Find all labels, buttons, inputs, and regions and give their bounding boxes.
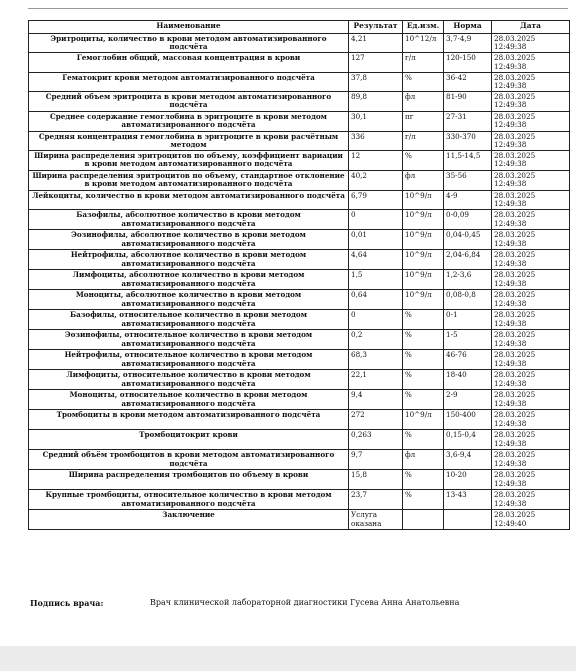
cell-result: 4,64: [349, 250, 403, 270]
cell-name: Ширина распределения эритроцитов по объему, коэффициент вариации в крови методом автоматизированного подсчёта: [29, 151, 349, 171]
cell-name: Лимфоциты, относительное количество в крови методом автоматизированного подсчёта: [29, 370, 349, 390]
cell-date: 28.03.2025 12:49:38: [492, 270, 570, 290]
cell-date: 28.03.2025 12:49:38: [492, 53, 570, 72]
cell-result: 0,01: [349, 230, 403, 250]
cell-name: Тромбоциты в крови методом автоматизированного подсчёта: [29, 410, 349, 430]
header-norm: Норма: [444, 21, 492, 34]
cell-date: 28.03.2025 12:49:38: [492, 310, 570, 330]
page-header-strip: [28, 0, 568, 9]
table-row: [29, 131, 570, 150]
cell-name: Заключение: [29, 510, 349, 530]
cell-unit: 10^9/л: [403, 410, 444, 430]
cell-result: 0: [349, 210, 403, 230]
cell-result: Услуга оказана: [349, 510, 403, 530]
cell-result: 0,2: [349, 330, 403, 350]
cell-unit: 10^9/л: [403, 290, 444, 310]
cell-unit: %: [403, 390, 444, 410]
cell-result: 89,8: [349, 92, 403, 111]
table-row: [29, 34, 570, 53]
cell-result: 30,1: [349, 111, 403, 131]
cell-date: 28.03.2025 12:49:38: [492, 450, 570, 470]
cell-unit: 10^12/л: [403, 34, 444, 53]
cell-date: 28.03.2025 12:49:38: [492, 370, 570, 390]
cell-name: Моноциты, абсолютное количество в крови методом автоматизированного подсчёта: [29, 290, 349, 310]
cell-result: 9,4: [349, 390, 403, 410]
table-row: [29, 310, 570, 330]
doctor-name: Врач клинической лабораторной диагностики Гусева Анна Анатольевна: [150, 598, 460, 607]
header-unit: Ед.изм.: [403, 21, 444, 34]
table-row: [29, 72, 570, 91]
cell-norm: 0,08-0,8: [444, 290, 492, 310]
cell-name: Средняя концентрация гемоглобина в эритроците в крови расчётным методом: [29, 131, 349, 150]
cell-name: Эритроциты, количество в крови методом автоматизированного подсчёта: [29, 34, 349, 53]
cell-date: 28.03.2025 12:49:40: [492, 510, 570, 530]
cell-result: 0,263: [349, 430, 403, 450]
cell-name: Крупные тромбоциты, относительное количество в крови методом автоматизированного подсчёта: [29, 490, 349, 510]
cell-result: 1,5: [349, 270, 403, 290]
cell-unit: %: [403, 310, 444, 330]
table-row: [29, 53, 570, 72]
cell-unit: фл: [403, 450, 444, 470]
signature-block: [30, 598, 570, 612]
signature-label: Подпись врача:: [30, 598, 104, 608]
cell-name: Средний объём тромбоцитов в крови методом автоматизированного подсчёта: [29, 450, 349, 470]
cell-result: 127: [349, 53, 403, 72]
table-row: [29, 290, 570, 310]
cell-unit: 10^9/л: [403, 270, 444, 290]
cell-norm: 2,04-6,84: [444, 250, 492, 270]
cell-norm: 0-0,09: [444, 210, 492, 230]
cell-norm: 18-40: [444, 370, 492, 390]
table-row: [29, 171, 570, 191]
cell-name: Ширина распределения эритроцитов по объему, стандартное отклонение в крови методом автоматизированного подсчёта: [29, 171, 349, 191]
cell-norm: 3,7-4,9: [444, 34, 492, 53]
cell-result: 4,21: [349, 34, 403, 53]
cell-norm: 0-1: [444, 310, 492, 330]
table-row: [29, 330, 570, 350]
cell-norm: 81-90: [444, 92, 492, 111]
cell-date: 28.03.2025 12:49:38: [492, 250, 570, 270]
cell-date: 28.03.2025 12:49:38: [492, 230, 570, 250]
table-row: [29, 430, 570, 450]
cell-date: 28.03.2025 12:49:38: [492, 171, 570, 191]
cell-norm: 1-5: [444, 330, 492, 350]
table-row: [29, 350, 570, 370]
table-row: [29, 450, 570, 470]
cell-name: Эозинофилы, абсолютное количество в крови методом автоматизированного подсчёта: [29, 230, 349, 250]
cell-unit: 10^9/л: [403, 230, 444, 250]
cell-result: 68,3: [349, 350, 403, 370]
table-row: [29, 470, 570, 490]
cell-name: Нейтрофилы, абсолютное количество в крови методом автоматизированного подсчёта: [29, 250, 349, 270]
cell-norm: 27-31: [444, 111, 492, 131]
cell-date: 28.03.2025 12:49:38: [492, 430, 570, 450]
cell-name: Базофилы, абсолютное количество в крови методом автоматизированного подсчёта: [29, 210, 349, 230]
cell-date: 28.03.2025 12:49:38: [492, 131, 570, 150]
cell-date: 28.03.2025 12:49:38: [492, 151, 570, 171]
cell-unit: %: [403, 330, 444, 350]
table-row: [29, 111, 570, 131]
cell-norm: [444, 510, 492, 530]
lab-results-table: [28, 20, 570, 530]
table-row: [29, 270, 570, 290]
table-row: [29, 151, 570, 171]
cell-result: 37,8: [349, 72, 403, 91]
table-row: [29, 250, 570, 270]
cell-name: Ширина распределения тромбоцитов по объему в крови: [29, 470, 349, 490]
cell-date: 28.03.2025 12:49:38: [492, 350, 570, 370]
cell-norm: 0,15-0,4: [444, 430, 492, 450]
table-row: [29, 92, 570, 111]
cell-date: 28.03.2025 12:49:38: [492, 34, 570, 53]
cell-result: 23,7: [349, 490, 403, 510]
cell-norm: 3,6-9,4: [444, 450, 492, 470]
cell-unit: %: [403, 370, 444, 390]
cell-norm: 11,5-14,5: [444, 151, 492, 171]
cell-name: Гемоглобин общий, массовая концентрация в крови: [29, 53, 349, 72]
cell-unit: %: [403, 470, 444, 490]
cell-date: 28.03.2025 12:49:38: [492, 210, 570, 230]
cell-norm: 0,04-0,45: [444, 230, 492, 250]
cell-date: 28.03.2025 12:49:38: [492, 191, 570, 210]
cell-name: Эозинофилы, относительное количество в крови методом автоматизированного подсчёта: [29, 330, 349, 350]
cell-unit: %: [403, 490, 444, 510]
cell-unit: фл: [403, 171, 444, 191]
cell-date: 28.03.2025 12:49:38: [492, 470, 570, 490]
header-date: Дата: [492, 21, 570, 34]
cell-norm: 13-43: [444, 490, 492, 510]
table-row: [29, 210, 570, 230]
cell-norm: 2-9: [444, 390, 492, 410]
cell-norm: 150-400: [444, 410, 492, 430]
cell-unit: [403, 510, 444, 530]
cell-result: 12: [349, 151, 403, 171]
table-row: [29, 230, 570, 250]
cell-unit: %: [403, 72, 444, 91]
cell-unit: %: [403, 151, 444, 171]
cell-name: Гематокрит крови методом автоматизированного подсчёта: [29, 72, 349, 91]
cell-result: 0: [349, 310, 403, 330]
table-row: [29, 191, 570, 210]
cell-name: Нейтрофилы, относительное количество в крови методом автоматизированного подсчёта: [29, 350, 349, 370]
cell-norm: 330-370: [444, 131, 492, 150]
table-row: [29, 490, 570, 510]
cell-result: 15,8: [349, 470, 403, 490]
table-row: [29, 370, 570, 390]
cell-date: 28.03.2025 12:49:38: [492, 72, 570, 91]
cell-norm: 120-150: [444, 53, 492, 72]
cell-date: 28.03.2025 12:49:38: [492, 111, 570, 131]
cell-unit: г/л: [403, 53, 444, 72]
cell-norm: 36-42: [444, 72, 492, 91]
table-header-row: [29, 21, 570, 34]
cell-norm: 35-56: [444, 171, 492, 191]
cell-result: 0,64: [349, 290, 403, 310]
cell-unit: %: [403, 430, 444, 450]
table-row: [29, 390, 570, 410]
cell-unit: г/л: [403, 131, 444, 150]
header-result: Результат: [349, 21, 403, 34]
cell-unit: фл: [403, 92, 444, 111]
cell-date: 28.03.2025 12:49:38: [492, 490, 570, 510]
table-row: [29, 510, 570, 530]
cell-norm: 46-76: [444, 350, 492, 370]
cell-name: Базофилы, относительное количество в крови методом автоматизированного подсчёта: [29, 310, 349, 330]
cell-name: Лейкоциты, количество в крови методом автоматизированного подсчёта: [29, 191, 349, 210]
cell-result: 9,7: [349, 450, 403, 470]
cell-unit: 10^9/л: [403, 210, 444, 230]
cell-result: 6,79: [349, 191, 403, 210]
cell-name: Тромбоцитокрит крови: [29, 430, 349, 450]
cell-name: Моноциты, относительное количество в крови методом автоматизированного подсчёта: [29, 390, 349, 410]
cell-norm: 4-9: [444, 191, 492, 210]
cell-name: Средний объем эритроцита в крови методом автоматизированного подсчёта: [29, 92, 349, 111]
table-body: [29, 34, 570, 530]
cell-date: 28.03.2025 12:49:38: [492, 290, 570, 310]
cell-name: Лимфоциты, абсолютное количество в крови методом автоматизированного подсчёта: [29, 270, 349, 290]
cell-norm: 10-20: [444, 470, 492, 490]
cell-result: 272: [349, 410, 403, 430]
cell-norm: 1,2-3,6: [444, 270, 492, 290]
cell-result: 40,2: [349, 171, 403, 191]
cell-date: 28.03.2025 12:49:38: [492, 92, 570, 111]
cell-result: 22,1: [349, 370, 403, 390]
cell-unit: 10^9/л: [403, 191, 444, 210]
cell-name: Среднее содержание гемоглобина в эритроците в крови методом автоматизированного подсчёта: [29, 111, 349, 131]
cell-result: 336: [349, 131, 403, 150]
header-name: Наименование: [29, 21, 349, 34]
cell-unit: 10^9/л: [403, 250, 444, 270]
cell-unit: пг: [403, 111, 444, 131]
table-row: [29, 410, 570, 430]
cell-unit: %: [403, 350, 444, 370]
cell-date: 28.03.2025 12:49:38: [492, 410, 570, 430]
cell-date: 28.03.2025 12:49:38: [492, 390, 570, 410]
cell-date: 28.03.2025 12:49:38: [492, 330, 570, 350]
